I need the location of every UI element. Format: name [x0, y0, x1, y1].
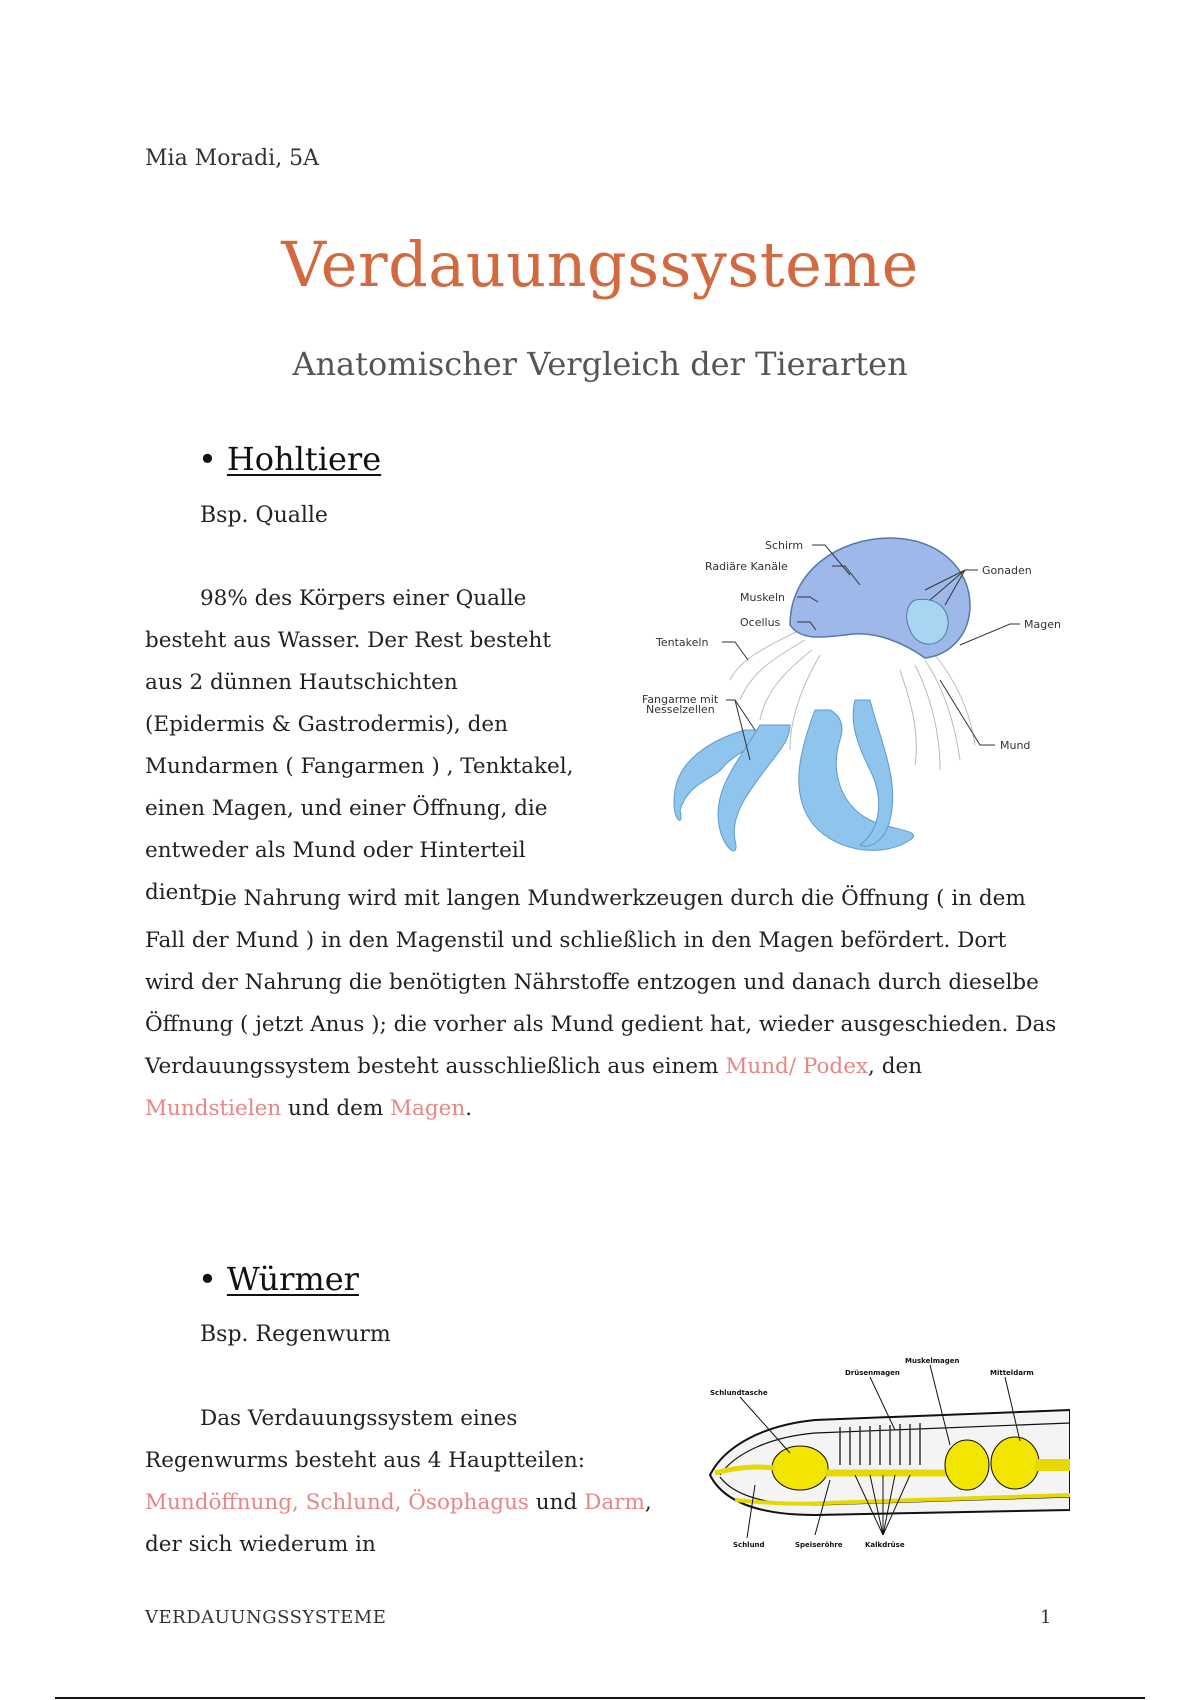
paragraph-sep: , den	[868, 1054, 923, 1079]
example-regenwurm: Bsp. Regenwurm	[200, 1322, 391, 1347]
highlight-term-mundstiele: Mundstielen	[145, 1096, 282, 1121]
paragraph-sep: und	[528, 1490, 585, 1515]
highlight-term-mund-schlund-oesophagus: Mundöffnung, Schlund, Ösophagus	[145, 1490, 529, 1515]
paragraph-end: , der sich wiederum in	[145, 1490, 652, 1557]
paragraph-regenwurm	[145, 1398, 665, 1566]
section-heading-wuermer	[198, 1260, 359, 1298]
section-heading-hohltiere	[198, 440, 381, 478]
label-mitteldarm: Mitteldarm	[990, 1369, 1034, 1377]
highlight-term-darm: Darm	[584, 1490, 645, 1515]
label-schlund: Schlund	[733, 1541, 765, 1549]
example-qualle: Bsp. Qualle	[200, 503, 328, 528]
document-title: Verdauungssysteme	[281, 228, 919, 301]
jellyfish-arms	[674, 700, 914, 851]
highlight-term-magen: Magen	[390, 1096, 466, 1121]
label-schirm: Schirm	[765, 539, 804, 552]
label-schlundtasche: Schlundtasche	[710, 1389, 768, 1397]
label-muskelmagen: Muskelmagen	[905, 1357, 960, 1365]
label-radiaere-kanaele: Radiäre Kanäle	[705, 560, 788, 573]
label-fangarme-line2: Nesselzellen	[646, 703, 715, 716]
label-ocellus: Ocellus	[740, 616, 781, 629]
paragraph-text-start: Die Nahrung wird mit langen Mundwerkzeugen durch die Öffnung ( in dem Fall der Mund ) in den Magenstil und schließlich in den Magen befördert. Dort wird der Nahrung die benötigten Nährstoffe entzogen und danach durch dieselbe Öffnung ( jetzt Anus ); die vorher als Mund gedient hat, wieder ausgeschieden. Das Verdauungssystem besteht ausschließlich aus einem	[145, 886, 1057, 1079]
label-magen: Magen	[1024, 618, 1061, 631]
paragraph-text-start: Das Verdauungssystem eines Regenwurms besteht aus 4 Hauptteilen:	[145, 1406, 586, 1473]
document-subtitle: Anatomischer Vergleich der Tierarten	[292, 345, 908, 383]
label-tentakeln: Tentakeln	[656, 636, 709, 649]
bullet-icon: •	[198, 1260, 217, 1298]
paragraph-qualle-digestion	[145, 878, 1060, 1130]
jellyfish-diagram	[640, 530, 1100, 880]
footer-divider	[55, 1697, 1145, 1699]
label-muskeln: Muskeln	[740, 591, 785, 604]
label-mund: Mund	[1000, 739, 1031, 752]
highlight-term-mund-podex: Mund/ Podex	[725, 1054, 869, 1079]
section-heading-text: Hohltiere	[226, 440, 382, 478]
footer-page-number: 1	[1040, 1607, 1052, 1628]
label-druesenmagen: Drüsenmagen	[845, 1369, 900, 1377]
label-speiseroehre: Speiseröhre	[795, 1541, 843, 1549]
bullet-icon: •	[198, 440, 217, 478]
label-fangarme-line1: Fangarme mit	[642, 693, 719, 706]
paragraph-qualle-intro	[145, 578, 575, 914]
jellyfish-bell	[790, 538, 970, 658]
author-line: Mia Moradi, 5A	[145, 146, 320, 171]
label-kalkdruese: Kalkdrüse	[865, 1541, 905, 1549]
paragraph-text: 98% des Körpers einer Qualle besteht aus Wasser. Der Rest besteht aus 2 dünnen Hautschichten (Epidermis & Gastrodermis), den Mundarmen ( Fangarmen ) , Tenktakel, einen Magen, und einer Öffnung, die entweder als Mund oder Hinterteil dient;	[145, 586, 574, 905]
section-heading-text: Würmer	[226, 1260, 359, 1298]
paragraph-end: .	[465, 1096, 473, 1121]
earthworm-diagram	[705, 1355, 1070, 1565]
paragraph-text	[145, 1398, 665, 1566]
footer-running-title: VERDAUUNGSSYSTEME	[145, 1607, 387, 1628]
paragraph-sep: und dem	[281, 1096, 391, 1121]
label-gonaden: Gonaden	[982, 564, 1032, 577]
paragraph-text	[145, 878, 1060, 1130]
